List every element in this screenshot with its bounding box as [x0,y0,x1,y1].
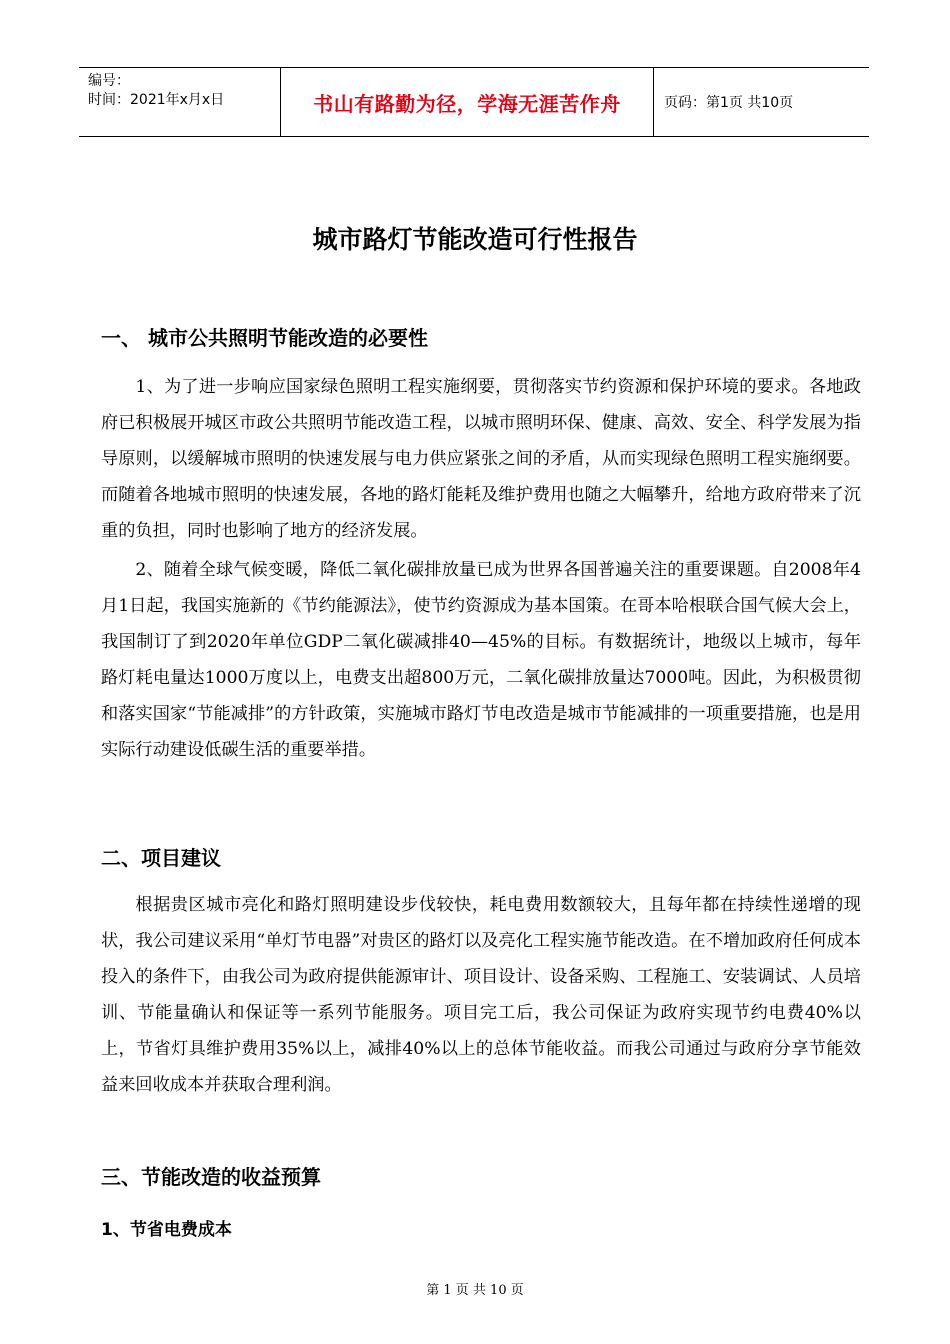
section3-subheading: 1、节省电费成本 [101,1220,232,1240]
section2-paragraph1: 根据贵区城市亮化和路灯照明建设步伐较快，耗电费用数额较大，且每年都在持续性递增的现状，我公司建议采用“单灯节电器”对贵区的路灯以及亮化工程实施节能改造。在不增加政府任何成本投入的条件下，由我公司为政府提供能源审计、项目设计、设备采购、工程施工、安装调试、人员培训、节能量确认和保证等一系列节能服务。项目完工后，我公司保证为政府实现节约电费40%以上，节省灯具维护费用35%以上，减排40%以上的总体节能收益。而我公司通过与政府分享节能效益来回收成本并获取合理利润。 [101,895,861,1095]
header-motto: 书山有路勤为径，学海无涯苦作舟 [281,68,654,136]
page-footer: 第 1 页 共 10 页 [426,1283,524,1298]
doc-time-label: 时间：2021年x月x日 [88,92,225,108]
section1-paragraph2: 2、随着全球气候变暖，降低二氧化碳排放量已成为世界各国普遍关注的重要课题。自2008年4月1日起，我国实施新的《节约能源法》，使节约资源成为基本国策。在哥本哈根联合国气候大会上，我国制订了到2020年单位GDP二氧化碳减排40—45%的目标。有数据统计，地级以上城市，每年路灯耗电量达1000万度以上，电费支出超800万元，二氧化碳排放量达7000吨。因此，为积极贯彻和落实国家“节能减排”的方针政策，实施城市路灯节电改造是城市节能减排的一项重要措施，也是用实际行动建设低碳生活的重要举措。 [101,560,861,760]
section2-heading: 二、项目建议 [101,846,221,870]
doc-code-label: 编号： [88,73,130,89]
section1-paragraph1: 1、为了进一步响应国家绿色照明工程实施纲要，贯彻落实节约资源和保护环境的要求。各地政府已积极展开城区市政公共照明节能改造工程，以城市照明环保、健康、高效、安全、科学发展为指导原则，以缓解城市照明的快速发展与电力供应紧张之间的矛盾，从而实现绿色照明工程实施纲要。而随着各地城市照明的快速发展，各地的路灯能耗及维护费用也随之大幅攀升，给地方政府带来了沉重的负担，同时也影响了地方的经济发展。 [101,377,861,541]
section1-heading: 一、 城市公共照明节能改造的必要性 [101,326,428,350]
header-meta [79,68,281,136]
header-page-number: 页码：第1页 共10页 [664,95,794,111]
page-header [79,67,869,137]
document-title: 城市路灯节能改造可行性报告 [312,225,638,254]
section3-heading: 三、节能改造的收益预算 [101,1165,321,1189]
